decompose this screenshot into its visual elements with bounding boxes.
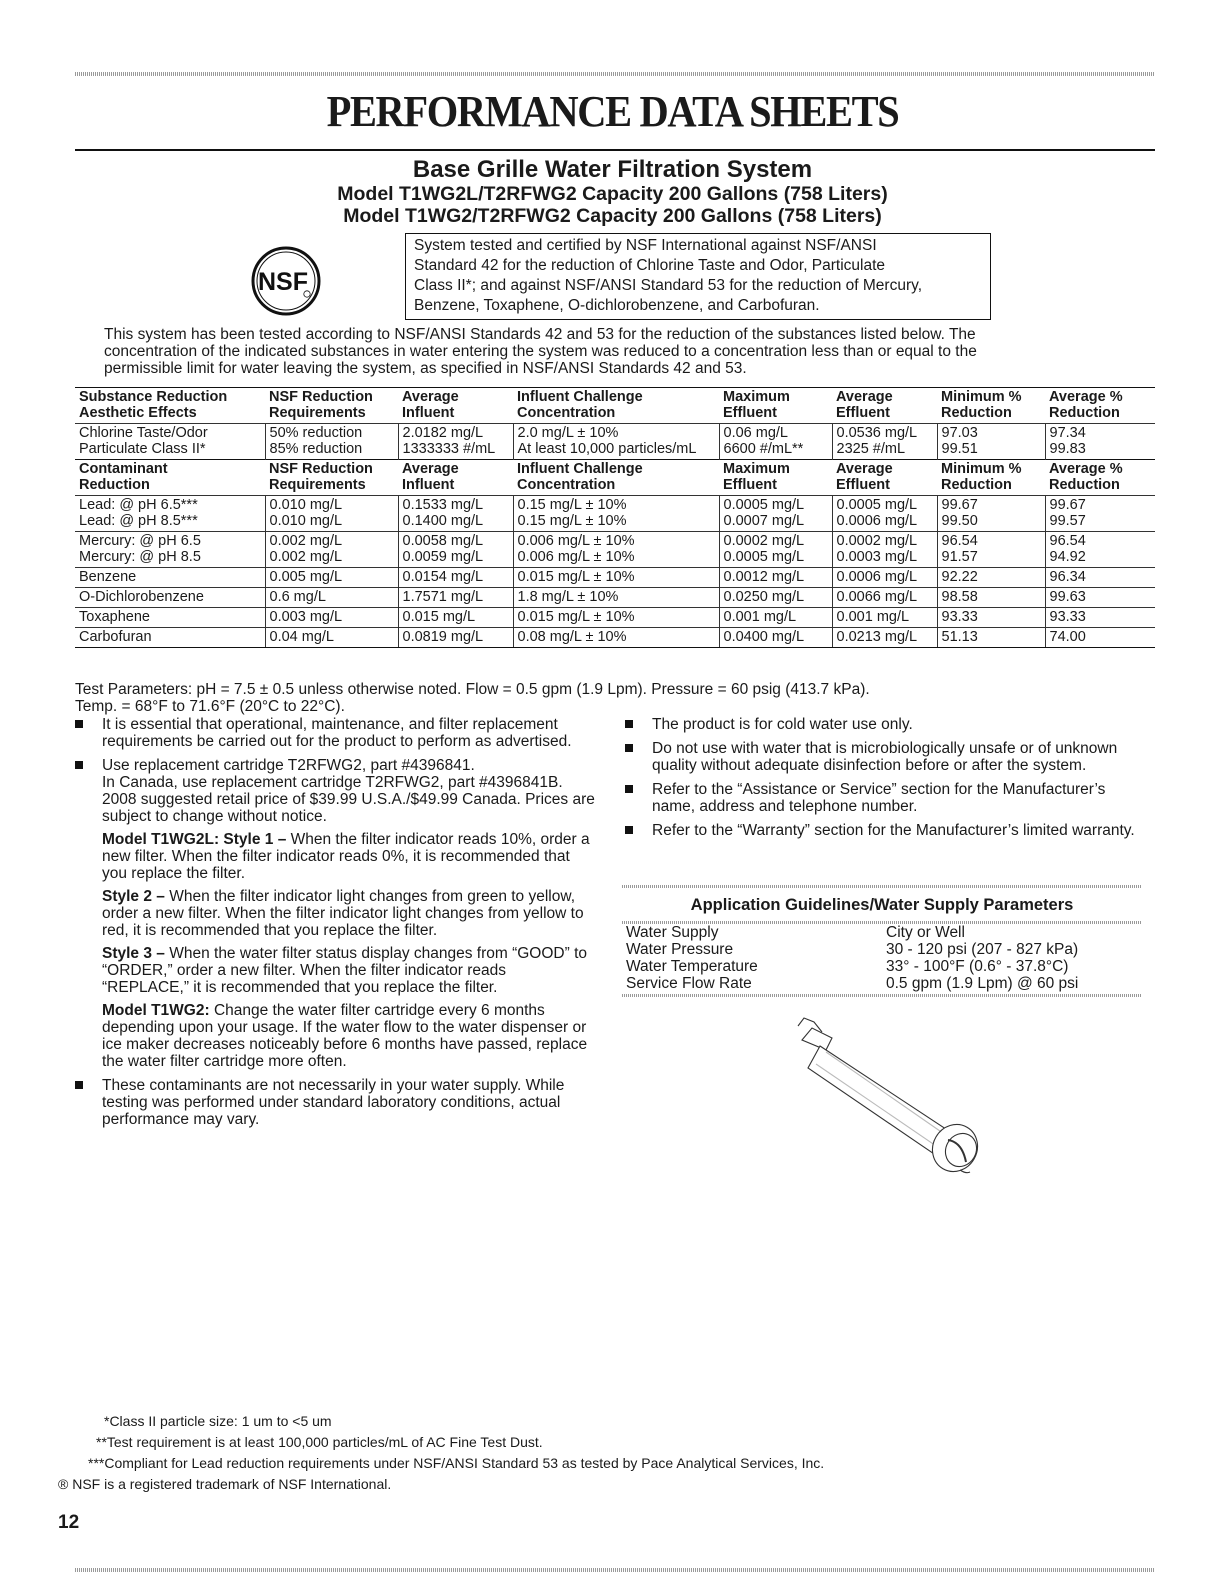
intro-line: This system has been tested according to NSF/ANSI Standards 42 and 53 for the reduction of the substances listed below. The (104, 326, 976, 343)
test-params-line: Temp. = 68°F to 71.6°F (20°C to 22°C). (75, 698, 345, 715)
table-cell (1045, 568, 1155, 588)
cell-line: Influent Challenge (517, 389, 643, 405)
cell-line: Reduction (79, 477, 150, 493)
cell-line: 0.0059 mg/L (402, 549, 484, 565)
style1-text: When the filter indicator reads 10%, order a new filter. When the filter indicator reads 0%, it is recommended that you replace the filter. (102, 831, 590, 882)
style1-paragraph (102, 831, 595, 882)
table-row (622, 958, 1142, 975)
cell-line: 96.54 (1049, 533, 1086, 549)
table-cell (398, 424, 513, 460)
cell-line: 1333333 #/mL (402, 441, 496, 457)
cell-line: Aesthetic Effects (79, 405, 197, 421)
cell-line: 99.51 (941, 441, 978, 457)
nsf-logo-text: NSF (258, 268, 308, 296)
style2-label: Style 2 – (102, 888, 165, 905)
table-cell (719, 628, 832, 648)
table-row (622, 924, 1142, 941)
column-header (719, 460, 832, 496)
cell-line: 0.0058 mg/L (402, 533, 484, 549)
table-cell (513, 628, 719, 648)
table-row (75, 424, 1155, 460)
cell-line: 0.0006 mg/L (836, 569, 918, 585)
column-header (398, 388, 513, 424)
table-cell (832, 628, 937, 648)
model-line-2: Model T1WG2/T2RFWG2 Capacity 200 Gallons (758 Liters) (343, 205, 882, 227)
param-label: Water Supply (626, 924, 719, 941)
bullet-square-icon (625, 785, 633, 793)
right-column (625, 716, 1145, 846)
cell-line: Maximum (723, 461, 790, 477)
style1-label: Model T1WG2L: Style 1 – (102, 831, 287, 848)
cell-line: 0.015 mg/L (402, 609, 476, 625)
column-header (513, 460, 719, 496)
table-cell (719, 568, 832, 588)
cell-line: Effluent (723, 477, 777, 493)
model2-text: Change the water filter cartridge every 6 months depending upon your usage. If the water flow to the water dispenser or ice maker decreases noticeably before 6 months have passed, replace the water filter cartridge more often. (102, 1002, 588, 1070)
model2-label: Model T1WG2: (102, 1002, 210, 1019)
cell-line: 98.58 (941, 589, 978, 605)
param-label: Service Flow Rate (626, 975, 752, 992)
cell-line: 0.005 mg/L (269, 569, 343, 585)
cell-line: Effluent (723, 405, 777, 421)
table-cell (513, 608, 719, 628)
table-header-row (75, 460, 1155, 496)
table-cell (1045, 496, 1155, 532)
table-cell (832, 568, 937, 588)
cell-line: 0.0005 mg/L (723, 549, 805, 565)
nsf-logo-icon (250, 245, 322, 317)
table-row (75, 568, 1155, 588)
table-cell (937, 588, 1045, 608)
table-cell (513, 496, 719, 532)
cell-line: Benzene (79, 569, 137, 585)
table-row (75, 496, 1155, 532)
left-column (75, 716, 595, 1135)
table-cell (1045, 628, 1155, 648)
cell-line: 1.8 mg/L ± 10% (517, 589, 619, 605)
column-header (398, 460, 513, 496)
table-header-row (75, 388, 1155, 424)
cell-line: NSF Reduction (269, 461, 373, 477)
column-header (832, 460, 937, 496)
bullet-square-icon (625, 826, 633, 834)
style2-paragraph (102, 888, 595, 939)
cell-line: 51.13 (941, 629, 978, 645)
table-row (75, 608, 1155, 628)
cell-line: Average (836, 461, 893, 477)
bullet-square-icon (75, 720, 83, 728)
table-cell (937, 532, 1045, 568)
cell-line: Average (836, 389, 893, 405)
footnote: ® NSF is a registered trademark of NSF International. (58, 1476, 392, 1492)
bullet-square-icon (625, 720, 633, 728)
performance-table (75, 387, 1155, 648)
cell-line: 0.1400 mg/L (402, 513, 484, 529)
water-filter-cartridge-image (780, 1010, 1020, 1180)
cell-line: 0.0066 mg/L (836, 589, 918, 605)
table-cell (398, 608, 513, 628)
test-params-line: Test Parameters: pH = 7.5 ± 0.5 unless otherwise noted. Flow = 0.5 gpm (1.9 Lpm). Pressure = 60 psig (413.7 kPa). (75, 681, 870, 698)
table-cell (719, 424, 832, 460)
cell-line: 0.0012 mg/L (723, 569, 805, 585)
cell-line: Minimum % (941, 461, 1022, 477)
table-cell (937, 424, 1045, 460)
cell-line: Reduction (1049, 477, 1120, 493)
column-header (719, 388, 832, 424)
cell-line: At least 10,000 particles/mL (517, 441, 697, 457)
cell-line: 0.0007 mg/L (723, 513, 805, 529)
footnote: **Test requirement is at least 100,000 particles/mL of AC Fine Test Dust. (96, 1434, 543, 1450)
table-cell (398, 568, 513, 588)
table-cell (832, 496, 937, 532)
cell-line: Lead: @ pH 8.5*** (79, 513, 198, 529)
cell-line: 0.002 mg/L (269, 549, 343, 565)
bullet-text: Refer to the “Assistance or Service” section for the Manufacturer’s name, address and telephone number. (652, 781, 1106, 815)
style2-text: When the filter indicator light changes from green to yellow, order a new filter. When the filter indicator light changes from yellow to red, it is recommended that you replace the filter. (102, 888, 584, 939)
param-label: Water Pressure (626, 941, 734, 958)
cell-line: 2325 #/mL (836, 441, 906, 457)
table-cell (513, 532, 719, 568)
table-row (75, 628, 1155, 648)
cert-line: Benzene, Toxaphene, O-dichlorobenzene, and Carbofuran. (414, 297, 820, 314)
column-header (265, 388, 398, 424)
cell-line: Concentration (517, 477, 616, 493)
table-cell (75, 608, 265, 628)
cell-line: 0.0003 mg/L (836, 549, 918, 565)
bullet-item (625, 781, 1145, 815)
style3-paragraph (102, 945, 595, 996)
cell-line: 0.015 mg/L ± 10% (517, 569, 635, 585)
table-cell (75, 532, 265, 568)
bullet-item (75, 1077, 595, 1128)
cell-line: Reduction (941, 477, 1012, 493)
table-cell (75, 496, 265, 532)
table-cell (265, 628, 398, 648)
cell-line: Substance Reduction (79, 389, 228, 405)
bullet-text: Use replacement cartridge T2RFWG2, part #4396841. (102, 757, 475, 774)
cert-line: Class II*; and against NSF/ANSI Standard 53 for the reduction of Mercury, (414, 277, 923, 294)
cell-line: 92.22 (941, 569, 978, 585)
cell-line: Particulate Class II* (79, 441, 206, 457)
table-cell (513, 568, 719, 588)
cell-line: 93.33 (1049, 609, 1086, 625)
cell-line: Average % (1049, 389, 1123, 405)
table-cell (719, 588, 832, 608)
table-row (622, 975, 1142, 992)
bullet-item (75, 757, 595, 1070)
table-cell (75, 628, 265, 648)
cell-line: 1.7571 mg/L (402, 589, 484, 605)
param-value: 33° - 100°F (0.6° - 37.8°C) (886, 958, 1069, 975)
cell-line: Concentration (517, 405, 616, 421)
table-cell (1045, 532, 1155, 568)
table-cell (937, 608, 1045, 628)
cell-line: 0.1533 mg/L (402, 497, 484, 513)
cell-line: Effluent (836, 405, 890, 421)
footnote: *Class II particle size: 1 um to <5 um (104, 1413, 332, 1429)
cell-line: 0.0005 mg/L (723, 497, 805, 513)
dotted-rule (622, 994, 1142, 997)
table-cell (1045, 608, 1155, 628)
dotted-rule (622, 885, 1142, 888)
cell-line: 0.0536 mg/L (836, 425, 918, 441)
intro-paragraph (104, 326, 1164, 377)
cell-line: 0.0250 mg/L (723, 589, 805, 605)
cell-line: Requirements (269, 477, 366, 493)
app-guide-title: Application Guidelines/Water Supply Parameters (690, 896, 1074, 914)
cell-line: Carbofuran (79, 629, 152, 645)
cell-line: 6600 #/mL** (723, 441, 804, 457)
bullet-text: It is essential that operational, maintenance, and filter replacement requirements be carried out for the product to perform as advertised. (102, 716, 572, 750)
cell-line: NSF Reduction (269, 389, 373, 405)
column-header (75, 388, 265, 424)
column-header (75, 460, 265, 496)
cert-line: Standard 42 for the reduction of Chlorine Taste and Odor, Particulate (414, 257, 886, 274)
footnotes (58, 1411, 824, 1495)
column-header (937, 460, 1045, 496)
cell-line: 85% reduction (269, 441, 363, 457)
cell-line: 0.0819 mg/L (402, 629, 484, 645)
cell-line: Reduction (941, 405, 1012, 421)
cell-line: 0.0213 mg/L (836, 629, 918, 645)
cell-line: Requirements (269, 405, 366, 421)
intro-line: concentration of the indicated substances in water entering the system was reduced to a concentration less than or equal to the (104, 343, 977, 360)
bullet-square-icon (75, 1081, 83, 1089)
table-cell (1045, 588, 1155, 608)
table-cell (513, 588, 719, 608)
cell-line: 2.0182 mg/L (402, 425, 484, 441)
cell-line: 0.002 mg/L (269, 533, 343, 549)
bullet-square-icon (75, 761, 83, 769)
cell-line: 0.0002 mg/L (723, 533, 805, 549)
cell-line: 99.50 (941, 513, 978, 529)
cell-line: Chlorine Taste/Odor (79, 425, 208, 441)
cell-line: Influent (402, 405, 455, 421)
table-cell (265, 496, 398, 532)
cell-line: 74.00 (1049, 629, 1086, 645)
cell-line: 0.0005 mg/L (836, 497, 918, 513)
cell-line: Mercury: @ pH 8.5 (79, 549, 201, 565)
bullet-item (75, 716, 595, 750)
page-title: PERFORMANCE DATA SHEETS (326, 87, 899, 136)
bottom-dotted-rule (75, 1568, 1155, 1572)
cell-line: 0.010 mg/L (269, 513, 343, 529)
table-cell (398, 628, 513, 648)
cell-line: 99.67 (941, 497, 978, 513)
cell-line: 0.06 mg/L (723, 425, 788, 441)
app-guide-table (622, 924, 1142, 992)
table-cell (75, 568, 265, 588)
param-value: City or Well (886, 924, 965, 941)
table-cell (265, 568, 398, 588)
cell-line: 0.04 mg/L (269, 629, 334, 645)
bullet-text: Refer to the “Warranty” section for the Manufacturer’s limited warranty. (652, 822, 1135, 839)
table-cell (398, 496, 513, 532)
table-cell (832, 608, 937, 628)
bullet-square-icon (625, 744, 633, 752)
cell-line: Average (402, 461, 459, 477)
table-cell (265, 608, 398, 628)
table-cell (1045, 424, 1155, 460)
table-cell (75, 588, 265, 608)
cell-line: 97.34 (1049, 425, 1086, 441)
table-cell (832, 532, 937, 568)
bullet-text: The product is for cold water use only. (652, 716, 913, 733)
cell-line: 99.63 (1049, 589, 1086, 605)
table-cell (832, 588, 937, 608)
table-cell (265, 532, 398, 568)
table-cell (265, 588, 398, 608)
cell-line: 0.6 mg/L (269, 589, 326, 605)
cell-line: Mercury: @ pH 6.5 (79, 533, 201, 549)
table-row (622, 941, 1142, 958)
column-header (937, 388, 1045, 424)
cell-line: 0.006 mg/L ± 10% (517, 533, 635, 549)
cell-line: 0.08 mg/L ± 10% (517, 629, 627, 645)
style3-label: Style 3 – (102, 945, 165, 962)
application-guidelines (622, 885, 1142, 997)
cell-line: Maximum (723, 389, 790, 405)
cell-line: Reduction (1049, 405, 1120, 421)
column-header (1045, 460, 1155, 496)
table-cell (719, 532, 832, 568)
cell-line: 0.015 mg/L ± 10% (517, 609, 635, 625)
cert-line: System tested and certified by NSF International against NSF/ANSI (414, 237, 877, 254)
cell-line: Influent Challenge (517, 461, 643, 477)
cell-line: 96.54 (941, 533, 978, 549)
table-cell (719, 608, 832, 628)
intro-line: permissible limit for water leaving the system, as specified in NSF/ANSI Standards 42 and 53. (104, 360, 747, 377)
test-parameters (75, 681, 1075, 715)
cell-line: 0.15 mg/L ± 10% (517, 513, 627, 529)
param-value: 30 - 120 psi (207 - 827 kPa) (886, 941, 1079, 958)
model-line-1: Model T1WG2L/T2RFWG2 Capacity 200 Gallons (758 Liters) (337, 183, 888, 205)
table-cell (832, 424, 937, 460)
cell-line: 0.006 mg/L ± 10% (517, 549, 635, 565)
cell-line: 0.0006 mg/L (836, 513, 918, 529)
table-cell (398, 532, 513, 568)
column-header (1045, 388, 1155, 424)
cell-line: 0.010 mg/L (269, 497, 343, 513)
cell-line: 0.0154 mg/L (402, 569, 484, 585)
cell-line: Average % (1049, 461, 1123, 477)
system-heading: Base Grille Water Filtration System (412, 156, 813, 183)
table-cell (719, 496, 832, 532)
cell-line: 0.0400 mg/L (723, 629, 805, 645)
cell-line: Average (402, 389, 459, 405)
bullet-text: Do not use with water that is microbiologically unsafe or of unknown quality without adequate disinfection before or after the system. (652, 740, 1118, 774)
style3-text: When the water filter status display changes from “GOOD” to “ORDER,” order a new filter. When the filter indicator reads “REPLACE,” it is recommended that you replace the filter. (102, 945, 588, 996)
bullet-item (625, 716, 1145, 733)
bullet-text: These contaminants are not necessarily in your water supply. While testing was performed under standard laboratory conditions, actual performance may vary. (102, 1077, 565, 1128)
param-value: 0.5 gpm (1.9 Lpm) @ 60 psi (886, 975, 1079, 992)
table-cell (937, 496, 1045, 532)
column-header (832, 388, 937, 424)
table-cell (937, 628, 1045, 648)
param-label: Water Temperature (626, 958, 758, 975)
certification-box (405, 233, 991, 320)
cell-line: Toxaphene (79, 609, 150, 625)
table-cell (75, 424, 265, 460)
table-cell (265, 424, 398, 460)
cell-line: 99.57 (1049, 513, 1086, 529)
cell-line: 94.92 (1049, 549, 1086, 565)
cell-line: 91.57 (941, 549, 978, 565)
table-row (75, 588, 1155, 608)
cell-line: 96.34 (1049, 569, 1086, 585)
model2-paragraph (102, 1002, 595, 1070)
cell-line: 99.67 (1049, 497, 1086, 513)
cell-line: 0.001 mg/L (723, 609, 797, 625)
table-cell (937, 568, 1045, 588)
table-cell (513, 424, 719, 460)
page-number: 12 (58, 1512, 80, 1533)
cell-line: 99.83 (1049, 441, 1086, 457)
cell-line: O-Dichlorobenzene (79, 589, 204, 605)
cell-line: 0.15 mg/L ± 10% (517, 497, 627, 513)
cell-line: Effluent (836, 477, 890, 493)
cell-line: 0.003 mg/L (269, 609, 343, 625)
table-row (75, 532, 1155, 568)
table-cell (398, 588, 513, 608)
cell-line: Influent (402, 477, 455, 493)
title-underline (75, 149, 1155, 151)
cell-line: 2.0 mg/L ± 10% (517, 425, 619, 441)
footnote: ***Compliant for Lead reduction requirements under NSF/ANSI Standard 53 as tested by Pace Analytical Services, Inc. (88, 1455, 825, 1471)
column-header (513, 388, 719, 424)
column-header (265, 460, 398, 496)
cell-line: 93.33 (941, 609, 978, 625)
cell-line: 50% reduction (269, 425, 363, 441)
cell-line: Minimum % (941, 389, 1022, 405)
top-dotted-rule (75, 72, 1155, 76)
bullet-item (625, 740, 1145, 774)
bullet-item (625, 822, 1145, 839)
canada-note: In Canada, use replacement cartridge T2RFWG2, part #4396841B. 2008 suggested retail price of $39.99 U.S.A./$49.99 Canada. Prices are subject to change without notice. (102, 774, 595, 825)
cell-line: 0.0002 mg/L (836, 533, 918, 549)
cell-line: Contaminant (79, 461, 168, 477)
cell-line: Lead: @ pH 6.5*** (79, 497, 198, 513)
cell-line: 0.001 mg/L (836, 609, 910, 625)
cell-line: 97.03 (941, 425, 978, 441)
